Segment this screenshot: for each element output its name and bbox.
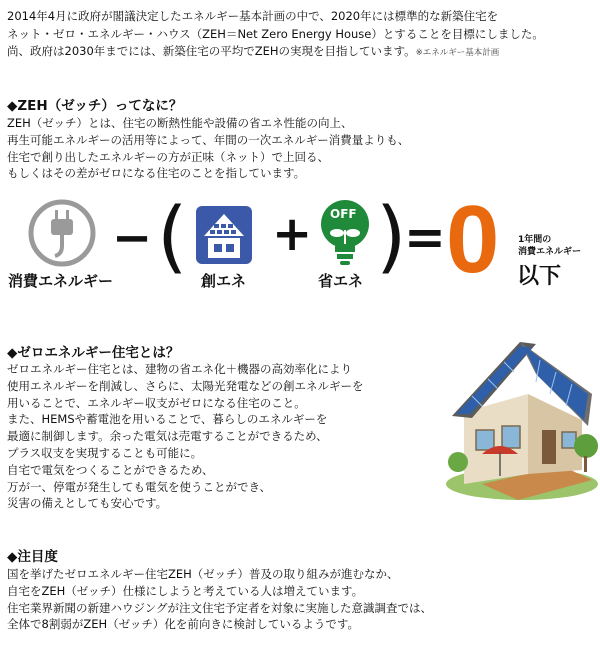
- annual-note: [518, 234, 581, 258]
- solar-house-icon: [192, 202, 256, 268]
- ika-label: 以下: [517, 264, 562, 289]
- zero-energy-heading: ◆ゼロエネルギー住宅とは？: [7, 345, 180, 361]
- zero-energy-line: 自宅で電気をつくることができるため、: [7, 462, 214, 477]
- zero-energy-line: ゼロエネルギー住宅とは、建物の省エネ化＋機器の高効率化により: [7, 362, 352, 376]
- equals-sign: =: [404, 208, 446, 266]
- intro-line-2: ネット・ゼロ・エネルギー・ハウス（ZEH＝Net Zero Energy House）とすることを目標にしました。: [7, 26, 544, 41]
- minus-sign: −: [112, 210, 153, 266]
- intro-line-3: 尚、政府は2030年までには、新築住宅の平均でZEHの実現を目指しています。※エネルギー基本計画: [7, 44, 500, 58]
- intro-text: [7, 8, 597, 63]
- zero-value: 0: [446, 186, 500, 293]
- zero-energy-line: 災害の備えとしても安心です。: [7, 496, 168, 511]
- creation-label: 創エネ: [201, 272, 247, 290]
- zero-energy-line: 使用エネルギーを削減し、さらに、太陽光発電などの創エネルギーを: [7, 378, 364, 393]
- annual-note-line-2: 消費エネルギー: [518, 247, 582, 257]
- intro-source-note: ※エネルギー基本計画: [415, 48, 500, 58]
- attention-line: 住宅業界新聞の新建ハウジングが注文住宅予定者を対象に実施した意識調査では、: [7, 600, 432, 615]
- off-label: OFF: [330, 207, 357, 221]
- zero-energy-description: [7, 361, 364, 512]
- zero-energy-line: 最適に制御します。余った電気は売電することができるため、: [7, 429, 328, 444]
- zeh-description: [7, 115, 409, 182]
- zeh-line: もしくはその差がゼロになる住宅のことを指しています。: [7, 166, 306, 181]
- zeh-line: 再生可能エネルギーの活用等によって、年間の一次エネルギー消費量よりも、: [7, 132, 410, 147]
- plug-icon: [27, 198, 97, 268]
- attention-description: [7, 566, 432, 633]
- zeh-line: ZEH（ゼッチ）とは、住宅の断熱性能や設備の省エネ性能の向上、: [7, 116, 353, 130]
- solar-house-illustration: [442, 334, 598, 502]
- close-paren: ): [376, 192, 407, 282]
- zero-energy-line: プラス収支を実現することも可能に。: [7, 445, 203, 460]
- zeh-formula: [0, 186, 600, 293]
- attention-heading: ◆注目度: [7, 549, 58, 565]
- zeh-line: 住宅で創り出したエネルギーの方が正味（ネット）で上回る、: [7, 149, 329, 164]
- plus-sign: +: [272, 206, 313, 262]
- zero-energy-line: 万が一、停電が発生しても電気を使うことができ、: [7, 479, 272, 494]
- saving-label: 省エネ: [318, 272, 364, 290]
- intro-line-1: 2014年4月に政府が閣議決定したエネルギー基本計画の中で、2020年には標準的な新築住宅を: [7, 9, 499, 23]
- annual-note-line-1: 1年間の: [518, 235, 552, 245]
- attention-line: 全体で8割弱がZEH（ゼッチ）化を前向きに検討しているようです。: [7, 617, 359, 632]
- zero-energy-line: 用いることで、エネルギー収支がゼロになる住宅のこと。: [7, 395, 306, 410]
- zero-energy-line: また、HEMSや蓄電池を用いることで、暮らしのエネルギーを: [7, 412, 328, 427]
- open-paren: (: [157, 192, 188, 282]
- attention-line: 国を挙げたゼロエネルギー住宅ZEH（ゼッチ）普及の取り組みが進むなか、: [7, 567, 399, 581]
- zeh-heading: ◆ZEH（ゼッチ）ってなに？: [7, 98, 183, 114]
- attention-line: 自宅をZEH（ゼッチ）仕様にしようと考えている人は増えています。: [7, 583, 364, 598]
- consumption-label: 消費エネルギー: [8, 272, 114, 290]
